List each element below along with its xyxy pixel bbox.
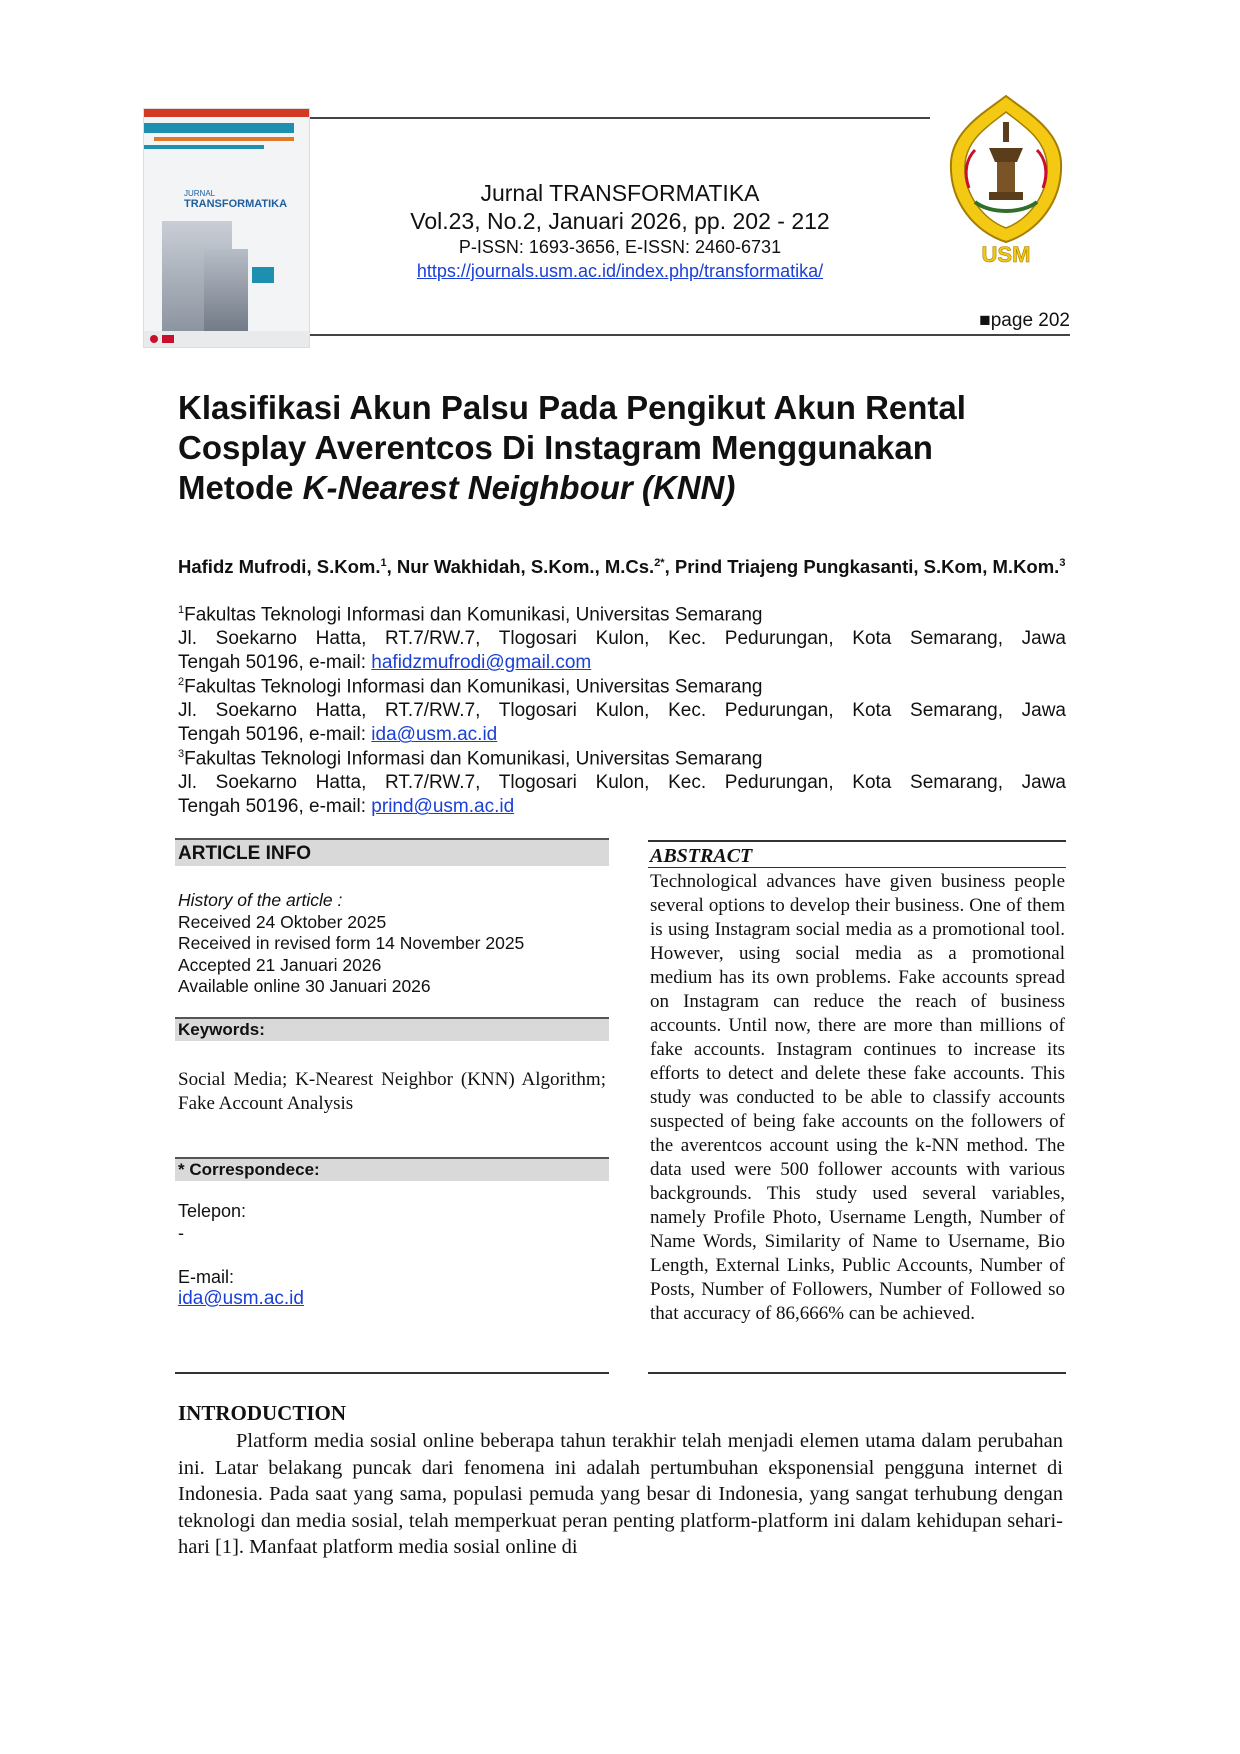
- journal-issn: P-ISSN: 1693-3656, E-ISSN: 2460-6731: [458, 237, 782, 257]
- correspondence-heading: * Correspondece:: [175, 1157, 609, 1181]
- cover-label-small: JURNAL: [184, 189, 216, 198]
- header-rule-bottom: [310, 334, 1070, 336]
- title-line: Cosplay Averentcos Di Instagram Menggunakan: [178, 429, 933, 466]
- affiliation-sup: 3: [178, 748, 185, 760]
- affiliation-3: [178, 742, 1066, 819]
- cover-label-big: TRANSFORMATIKA: [184, 198, 288, 210]
- affiliation-address: Jl. Soekarno Hatta, RT.7/RW.7, Tlogosari Kulon, Kec. Pedurungan, Kota Semarang, Jawa: [178, 628, 1066, 650]
- author-name: , Nur Wakhidah, S.Kom., M.Cs.: [386, 556, 655, 578]
- author-name: Hafidz Mufrodi, S.Kom.: [178, 556, 381, 578]
- email-link[interactable]: prind@usm.ac.id: [371, 796, 515, 818]
- header-rule-top: [310, 117, 930, 119]
- abstract-text: Technological advances have given business people several options to develop their business. One of them is using Instagram social media as a promotional tool. However, using social media as a promotional medium has its own problems. Fake accounts spread on Instagram can reduce the reach of business accounts. Until now, there are more than millions of fake accounts. Instagram continues to increase its efforts to detect and delete these fake accounts. This study was conducted to be able to classify accounts suspected of being fake accounts on the followers of the averentcos account using the k-NN method. The data used were 500 follower accounts with various backgrounds. This study used several variables, namely Profile Photo, Username Length, Number of Name Words, Similarity of Name to Username, Bio Length, External Links, Public Accounts, Number of Posts, Number of Followers, Number of Followed so that accuracy of 86,666% can be achieved.: [650, 871, 1065, 1324]
- email-label: E-mail:: [178, 1267, 235, 1287]
- journal-cover-image: [143, 108, 310, 348]
- introduction-paragraph: Platform media sosial online beberapa tahun terakhir telah menjadi elemen utama dalam perubahan ini. Latar belakang puncak dari fenomena ini adalah pertumbuhan eksponensial pengguna internet di Indonesia. Pada saat yang sama, populasi pemuda yang besar di Indonesia, yang sangat terhubung dengan teknologi dan media sosial, telah memperkuat peran penting platform-platform ini dalam kehidupan sehari-hari [1]. Manfaat platform media sosial online di: [178, 1430, 1063, 1558]
- email-link[interactable]: ida@usm.ac.id: [371, 724, 498, 746]
- journal-url-wrap: [330, 261, 910, 282]
- journal-name: Jurnal TRANSFORMATIKA: [480, 180, 760, 206]
- author-sup: 2*: [654, 557, 665, 569]
- history-label: History of the article :: [178, 890, 343, 910]
- journal-url-link[interactable]: https://journals.usm.ac.id/index.php/transformatika/: [416, 261, 824, 281]
- correspondence-block: [178, 1200, 608, 1310]
- history-item: Accepted 21 Januari 2026: [178, 954, 382, 975]
- article-info-bottom-rule: [175, 1372, 609, 1374]
- affiliation-address: Jl. Soekarno Hatta, RT.7/RW.7, Tlogosari Kulon, Kec. Pedurungan, Kota Semarang, Jawa: [178, 700, 1066, 722]
- correspondence-email-link[interactable]: ida@usm.ac.id: [178, 1288, 304, 1309]
- page-number: ■page 202: [979, 310, 1070, 331]
- article-info-heading: ARTICLE INFO: [175, 838, 609, 866]
- title-line: [178, 468, 1078, 508]
- affiliation-2: [178, 670, 1066, 747]
- cover-stripe: [144, 109, 309, 117]
- university-logo: [945, 92, 1067, 272]
- cover-badge-icon: [150, 335, 158, 343]
- affiliation-address: Jl. Soekarno Hatta, RT.7/RW.7, Tlogosari Kulon, Kec. Pedurungan, Kota Semarang, Jawa: [178, 772, 1066, 794]
- abstract-heading: ABSTRACT: [648, 840, 1066, 868]
- cover-stripe: [154, 137, 294, 141]
- phone-value: -: [178, 1223, 184, 1243]
- affiliation-address-cont: Tengah 50196, e-mail:: [178, 796, 372, 818]
- cover-stripe: [144, 145, 264, 149]
- cover-stripe: [144, 123, 294, 133]
- history-item: Available online 30 Januari 2026: [178, 976, 431, 996]
- spacer: [178, 1244, 608, 1266]
- keywords-heading: Keywords:: [175, 1017, 609, 1041]
- affiliation-faculty: Fakultas Teknologi Informasi dan Komunikasi, Universitas Semarang: [184, 676, 763, 698]
- affiliation-faculty: Fakultas Teknologi Informasi dan Komunikasi, Universitas Semarang: [184, 604, 763, 626]
- history-item: Received 24 Oktober 2025: [178, 911, 387, 932]
- author-sup: 1: [380, 557, 387, 569]
- affiliation-faculty: Fakultas Teknologi Informasi dan Komunikasi, Universitas Semarang: [184, 748, 763, 770]
- abstract-bottom-rule: [648, 1372, 1066, 1374]
- email-link[interactable]: hafidzmufrodi@gmail.com: [371, 652, 592, 674]
- affiliation-address-cont: Tengah 50196, e-mail:: [178, 724, 372, 746]
- title-line-plain: Metode: [178, 469, 303, 506]
- affiliation-1: [178, 598, 1066, 675]
- introduction-text: [178, 1428, 1063, 1561]
- introduction-heading: INTRODUCTION: [178, 1401, 347, 1425]
- affiliation-address-cont: Tengah 50196, e-mail:: [178, 652, 372, 674]
- journal-volume: Vol.23, No.2, Januari 2026, pp. 202 - 212: [410, 208, 830, 234]
- paper-title: [178, 388, 1078, 508]
- logo-text: USM: [981, 242, 1031, 267]
- author-sup: 3: [1059, 557, 1066, 569]
- phone-label: Telepon:: [178, 1201, 247, 1221]
- article-history: [178, 890, 608, 998]
- title-line: Klasifikasi Akun Palsu Pada Pengikut Akun Rental: [178, 389, 966, 426]
- author-name: , Prind Triajeng Pungkasanti, S.Kom, M.Kom.: [664, 556, 1060, 578]
- cover-badge-icon: [162, 335, 174, 343]
- cover-book-icon: [252, 267, 274, 283]
- author-list: [178, 551, 1066, 579]
- affiliation-sup: 1: [178, 604, 185, 616]
- keywords-text: Social Media; K-Nearest Neighbor (KNN) Algorithm; Fake Account Analysis: [178, 1069, 606, 1114]
- cover-building-graphic: [204, 249, 248, 336]
- title-line-italic: K-Nearest Neighbour (KNN): [302, 469, 736, 506]
- affiliation-sup: 2: [178, 676, 185, 688]
- history-item: Received in revised form 14 November 2025: [178, 933, 525, 953]
